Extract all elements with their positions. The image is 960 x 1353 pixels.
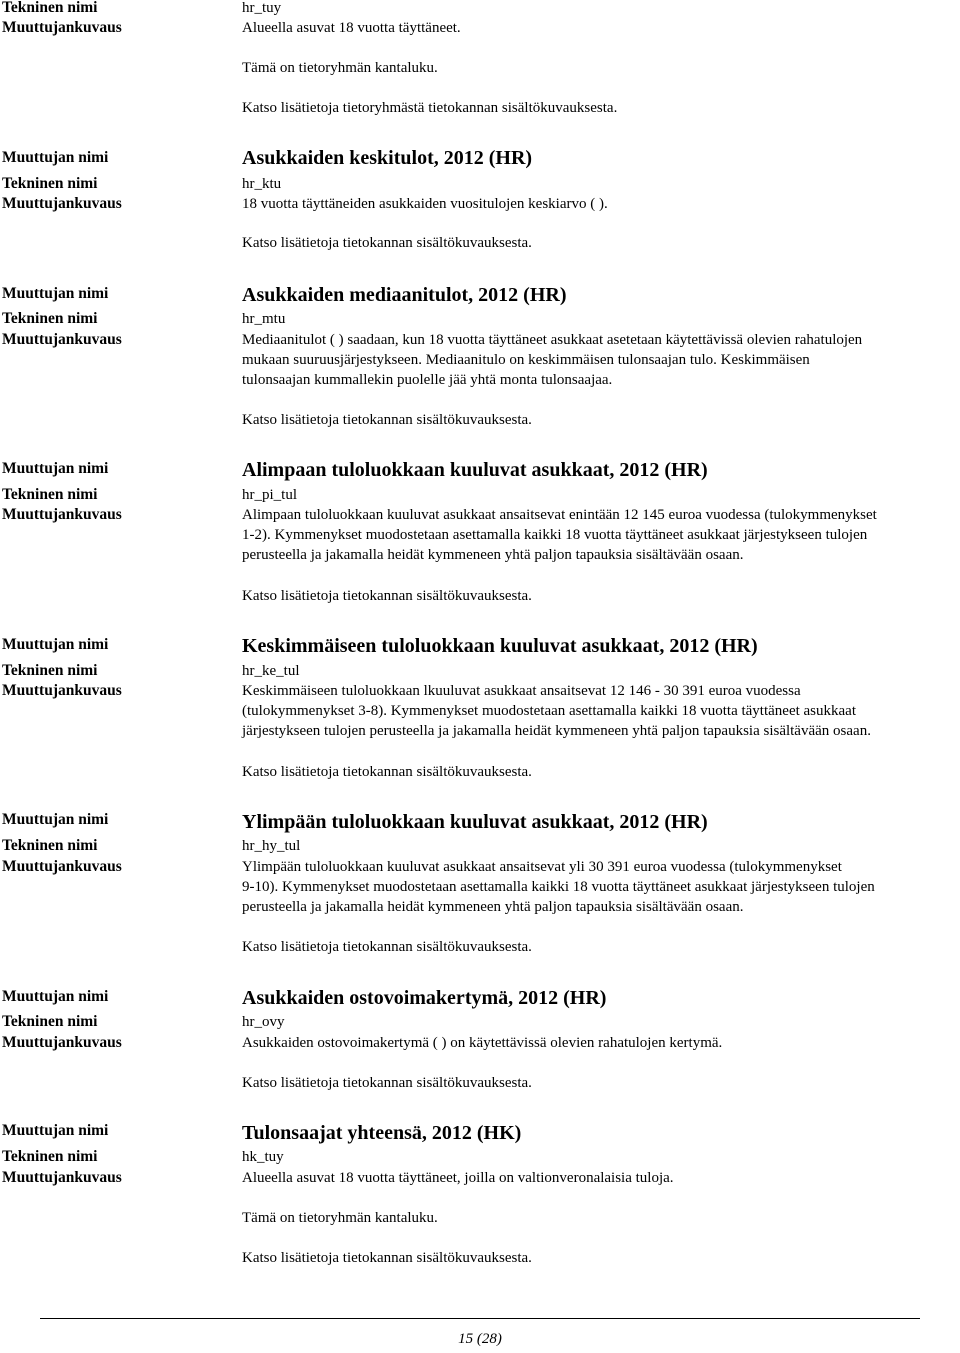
see-more-note: Katso lisätietoja tietokannan sisältökuvauksesta.: [242, 412, 532, 428]
description-line: mukaan suuruusjärjestykseen. Mediaanitulo on keskimmäisen tulonsaajan tulo. Keskimmäisen: [242, 352, 810, 368]
variable-name-label: Muuttujan nimi: [2, 811, 109, 828]
see-more-note: Katso lisätietoja tietokannan sisältökuvauksesta.: [242, 939, 532, 955]
see-more-note: Katso lisätietoja tietokannan sisältökuvauksesta.: [242, 1075, 532, 1091]
variable-name-label: Muuttujan nimi: [2, 285, 109, 302]
description-line: Ylimpään tuloluokkaan kuuluvat asukkaat ansaitsevat yli 30 391 euroa vuodessa (tulokymmenykset: [242, 859, 842, 875]
description-text: [242, 505, 958, 565]
description-line: Alueella asuvat 18 vuotta täyttäneet, joilla on valtionveronalaisia tuloja.: [242, 1170, 674, 1186]
variable-name-label: Muuttujan nimi: [2, 460, 109, 477]
description-label: Muuttujankuvaus: [2, 1034, 122, 1051]
description-label: Muuttujankuvaus: [2, 858, 122, 875]
description-label: Muuttujankuvaus: [2, 195, 122, 212]
description-text: [242, 194, 958, 214]
description-text: [242, 330, 958, 390]
variable-name-label: Muuttujan nimi: [2, 988, 109, 1005]
see-more-note: Katso lisätietoja tietokannan sisältökuvauksesta.: [242, 235, 532, 251]
technical-name-value: hr_mtu: [242, 311, 286, 327]
description-line: järjestykseen tulojen perusteella ja jakamalla heidät kymmeneen yhtä paljon tapauksia sisältävään osaan.: [242, 723, 871, 739]
technical-name-label: Tekninen nimi: [2, 0, 98, 16]
technical-name-value: hr_tuy: [242, 0, 282, 16]
description-line: tulonsaajan kummallekin puolelle jää yhtä monta tulonsaajaa.: [242, 372, 613, 388]
description-line: perusteella ja jakamalla heidät kymmeneen yhtä paljon tapauksia sisältävään osaan.: [242, 899, 744, 915]
description-line: 1-2). Kymmenykset muodostetaan asettamalla kaikki 18 vuotta täyttäneet asukkaat järjestykseen tulojen: [242, 527, 868, 543]
see-more-note: Katso lisätietoja tietokannan sisältökuvauksesta.: [242, 1250, 532, 1266]
description-line: Mediaanitulot ( ) saadaan, kun 18 vuotta täyttäneet asukkaat asetetaan käytettävissä olevien rahatulojen: [242, 332, 863, 348]
description-line: perusteella ja jakamalla heidät kymmeneen yhtä paljon tapauksia sisältävään osaan.: [242, 547, 744, 563]
technical-name-label: Tekninen nimi: [2, 662, 98, 679]
description-text: [242, 857, 958, 917]
description-label: Muuttujankuvaus: [2, 1169, 122, 1186]
variable-title: Asukkaiden ostovoimakertymä, 2012 (HR): [242, 987, 607, 1009]
description-line: Keskimmäiseen tuloluokkaan lkuuluvat asukkaat ansaitsevat 12 146 - 30 391 euroa vuodessa: [242, 683, 801, 699]
see-more-note: Katso lisätietoja tietokannan sisältökuvauksesta.: [242, 764, 532, 780]
technical-name-value: hr_ktu: [242, 176, 282, 192]
description-line: Asukkaiden ostovoimakertymä ( ) on käytettävissä olevien rahatulojen kertymä.: [242, 1035, 723, 1051]
variable-title: Asukkaiden keskitulot, 2012 (HR): [242, 147, 533, 169]
variable-title: Alimpaan tuloluokkaan kuuluvat asukkaat, 2012 (HR): [242, 459, 708, 481]
see-more-note: Katso lisätietoja tietoryhmästä tietokannan sisältökuvauksesta.: [242, 100, 618, 116]
variable-name-label: Muuttujan nimi: [2, 1122, 109, 1139]
variable-title: Ylimpään tuloluokkaan kuuluvat asukkaat, 2012 (HR): [242, 811, 708, 833]
description-line: 9-10). Kymmenykset muodostetaan asettamalla kaikki 18 vuotta täyttäneet asukkaat järjestykseen tulojen: [242, 879, 875, 895]
description-text: [242, 681, 958, 741]
technical-name-label: Tekninen nimi: [2, 1148, 98, 1165]
description-label: Muuttujankuvaus: [2, 506, 122, 523]
description-line: 18 vuotta täyttäneiden asukkaiden vuositulojen keskiarvo ( ).: [242, 196, 608, 212]
description-label: Muuttujankuvaus: [2, 331, 122, 348]
description-label: Muuttujankuvaus: [2, 19, 122, 36]
variable-title: Asukkaiden mediaanitulot, 2012 (HR): [242, 284, 567, 306]
variable-title: Keskimmäiseen tuloluokkaan kuuluvat asukkaat, 2012 (HR): [242, 635, 758, 657]
description-line: (tulokymmenykset 3-8). Kymmenykset muodostetaan asettamalla kaikki 18 vuotta täyttäneet asukkaat: [242, 703, 857, 719]
technical-name-label: Tekninen nimi: [2, 175, 98, 192]
variable-name-label: Muuttujan nimi: [2, 636, 109, 653]
technical-name-label: Tekninen nimi: [2, 1013, 98, 1030]
description-label: Muuttujankuvaus: [2, 682, 122, 699]
description-text: Alueella asuvat 18 vuotta täyttäneet.: [242, 20, 461, 36]
technical-name-label: Tekninen nimi: [2, 486, 98, 503]
technical-name-value: hr_pi_tul: [242, 487, 297, 503]
description-text: [242, 1168, 958, 1188]
technical-name-value: hr_ovy: [242, 1014, 285, 1030]
technical-name-label: Tekninen nimi: [2, 310, 98, 327]
variable-name-label: Muuttujan nimi: [2, 149, 109, 166]
technical-name-value: hk_tuy: [242, 1149, 284, 1165]
technical-name-label: Tekninen nimi: [2, 837, 98, 854]
description-text: [242, 1033, 958, 1053]
see-more-note: Katso lisätietoja tietokannan sisältökuvauksesta.: [242, 588, 532, 604]
group-note: Tämä on tietoryhmän kantaluku.: [242, 60, 438, 76]
group-note: Tämä on tietoryhmän kantaluku.: [242, 1210, 438, 1226]
page-number: 15 (28): [458, 1331, 502, 1347]
variable-title: Tulonsaajat yhteensä, 2012 (HK): [242, 1122, 522, 1144]
description-line: Alimpaan tuloluokkaan kuuluvat asukkaat ansaitsevat enintään 12 145 euroa vuodessa (tulokymmenykset: [242, 507, 877, 523]
technical-name-value: hr_hy_tul: [242, 838, 301, 854]
footer-divider: [40, 1318, 920, 1319]
technical-name-value: hr_ke_tul: [242, 663, 300, 679]
